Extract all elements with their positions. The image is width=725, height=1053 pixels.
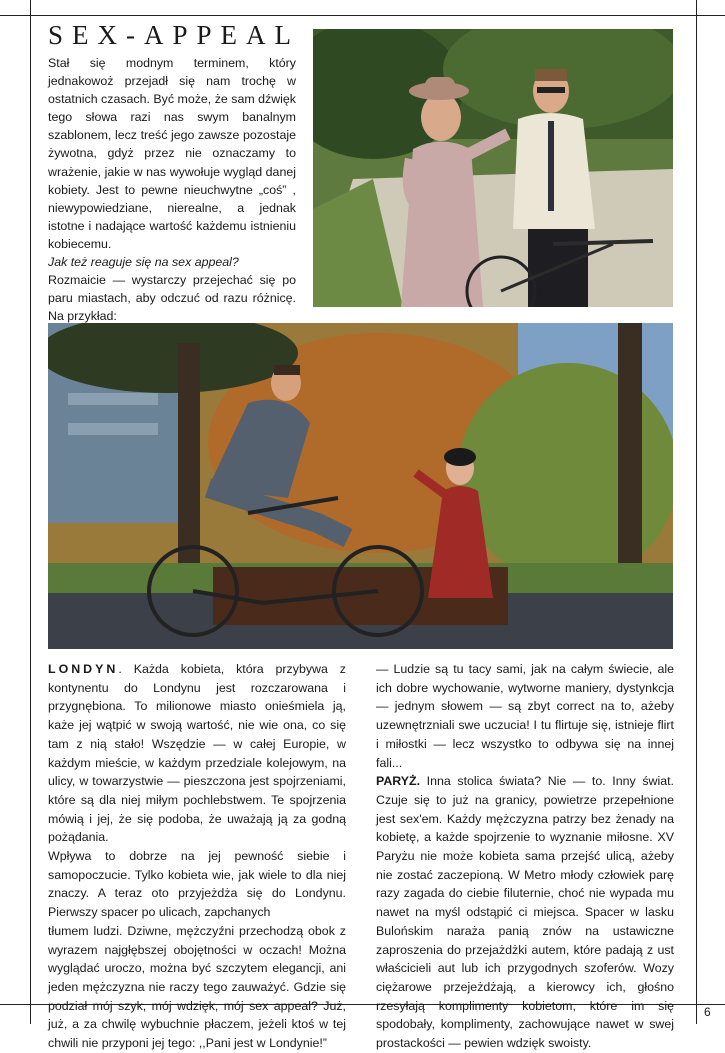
intro-paragraph: Stał się modnym terminem, który jednakowoż przejadł się nam trochę w ostatnich czasach. Być może, że sam dźwięk tego słowa razi nas swym banalnym szablonem, lecz treść jego zawsze pozostaje żywotna, gdyż przez nie oznaczamy to wrażenie, jakie w nas wywołuje wygląd danej kobiety. Jest to pewne nieuchwytne „coś” , niewypowiedziane, nierealne, a jednak istotne i nadające wartość każdemu istnieniu kobiecemu. [48,56,296,251]
article-title: SEX-APPEAL [48,20,301,50]
photo-cyclist-and-woman [48,323,673,649]
intro-question: Jak też reaguje się na sex appeal? [48,255,239,270]
top-border-line [0,15,725,16]
left-border-line [30,0,31,1024]
london-paragraph-2: Wpływa to dobrze na jej pewność siebie i samopoczucie. Tylko kobieta wie, jak wiele to dla niej znaczy. A teraz oto przyjeżdża się do Londynu. Pierwszy spacer po ulicach, zapchanych [48,849,346,920]
right-text-column [376,660,674,1053]
london-text: . Każda kobieta, która przybywa z kontynentu do Londynu jest rozczarowana i przygnębiona. To milionowe miasto onieśmiela ją, każe jej wątpić w swoją wartość, nie wie ona, co się tam z nią stało! Wszędzie — w całej Europie, w każdym mieście, w każdym przedziale kolejowym, na ulicy, w towarzystwie — pieszczona jest spojrzeniami, które są dla niej miłym pochlebstwem. Te spojrzenia mówią i jej, że się podoba, że uważają ją za godną pożądania. [48,662,346,845]
photo-couple-bicycle [313,29,673,307]
london-paragraph [48,660,346,847]
paris-text: Inna stolica świata? Nie — to. Inny świat. Czuje się to już na granicy, powietrze przepełnione jest sex'em. Każdy mężczyzna patrzy bez żenady na kobietę, a każde spojrzenie to wyznanie miłosne. XV Paryżu nie może kobieta sama przejść ulicą, ażeby nie zostać zaczepioną. W Metro młody człowiek parę razy zagada do ciebie filuternie, choć nie wypada mu nawet na myśl odstąpić ci miejsca. Spacer w lasku Bulońskim naraża panią znów na ustawiczne zaproszenia do przejażdżki autem, które padają z ust właścicieli aut lub ich przygodnych szoferów. Wozy ciężarowe przejeżdżają, a kierowcy ich, głośno rzesyłają komplimenty kobietom, które im się spodobały, komplimenty, zachowujące nawet w swej prostackości — pewien wdzięk swoisty. [376,774,674,1051]
intro-text [48,54,296,325]
intro-paragraph-2: Rozmaicie — wystarczy przejechać się po paru miastach, aby odczuć od razu różnicę. Na przykład: [48,273,296,324]
page-number: 6 [704,1005,711,1019]
paris-heading: PARYŻ. [376,774,421,789]
london-heading: LONDYN [48,662,119,676]
london-paragraph-3: tłumem ludzi. Dziwne, mężczyźni przechodzą obok z wyrazem najgłębszej obojętności w oczach! Można wyglądać uroczo, można być szczytem elegancji, ani jeden mężczyzna nie raczy tego zauważyć. Gdzie się podział mój szyk, mój wdzięk, mój sex appeal? Już, już, a za chwilę wybuchnie płaczem, jeżeli ktoś w tej chwili nie przyponi jej tego: ,,Pani jest w Londynie!” [48,923,346,1051]
right-border-line [696,0,697,1024]
paris-paragraph [376,772,674,1053]
left-text-column [48,660,346,1053]
london-paragraph-4: — Ludzie są tu tacy sami, jak na całym świecie, ale ich dobre wychowanie, wytworne maniery, dystynkcja — jednym słowem — są zbyt correct na to, ażeby uzewnętrzniali swe uczucia! I tu flirtuje się, istnieje flirt i miłostki — lecz wszystko to odbywa się na innej fali... [376,662,674,770]
